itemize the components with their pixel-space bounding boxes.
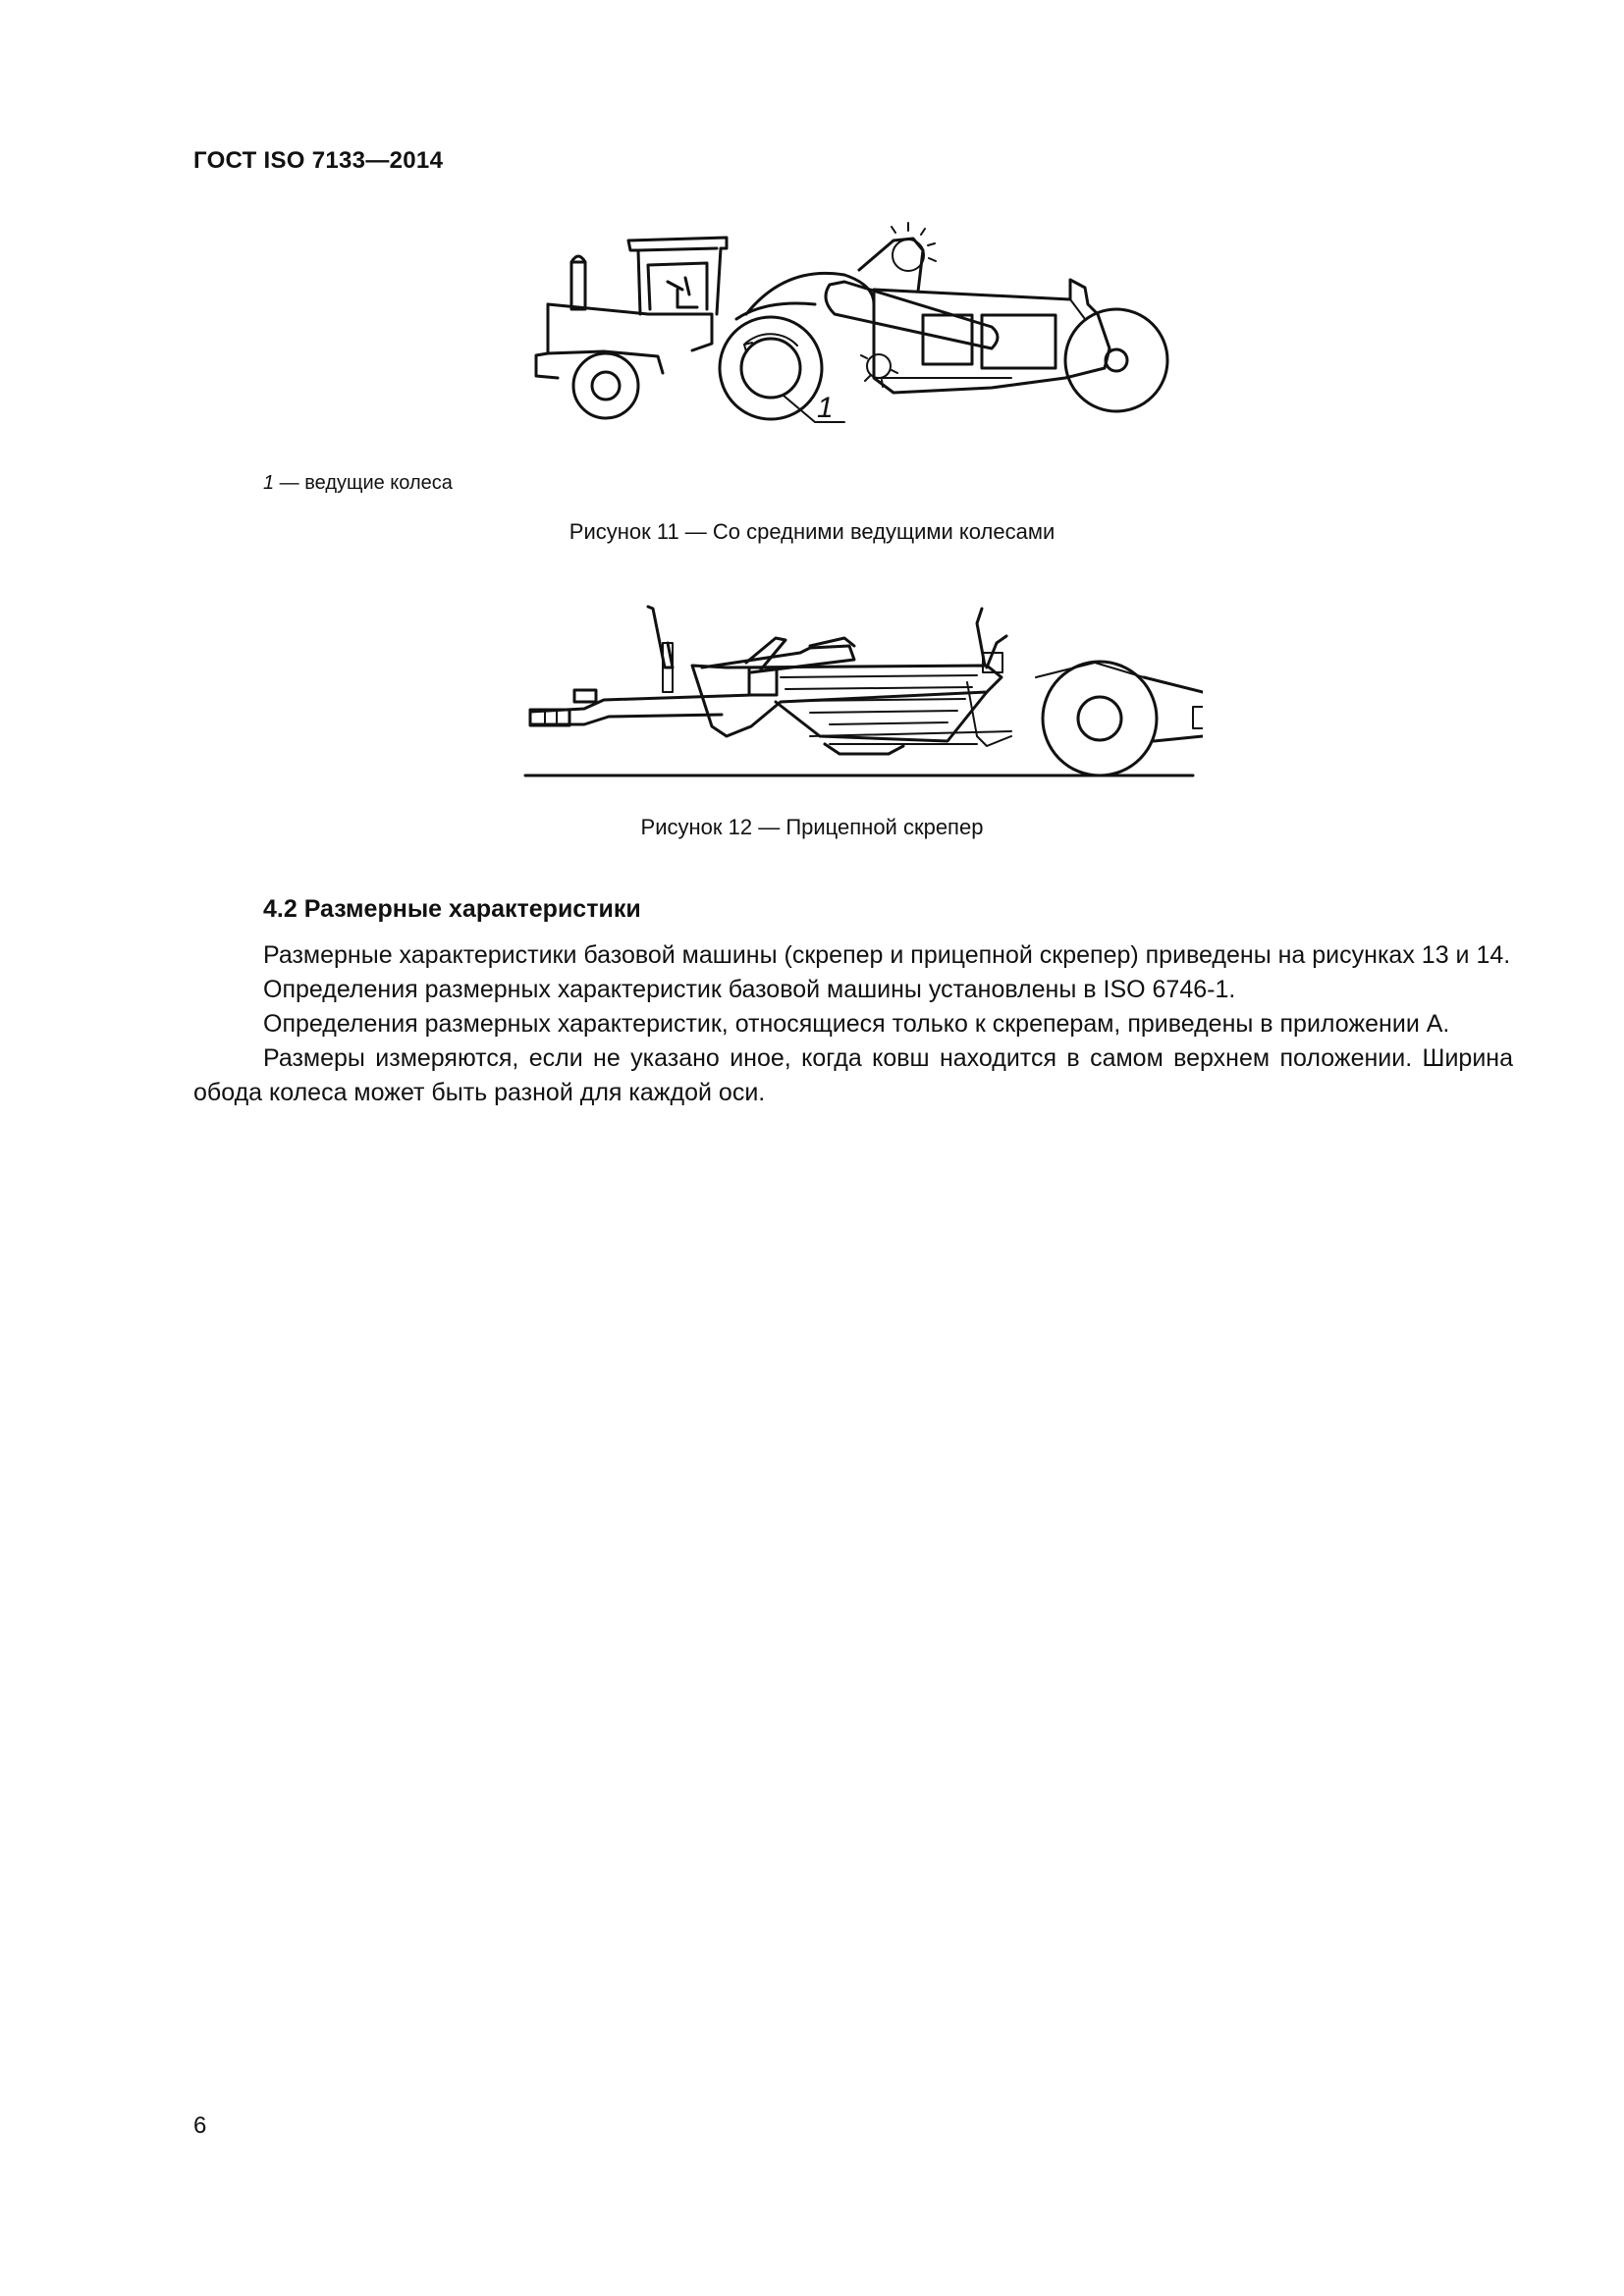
figure-11-legend bbox=[263, 472, 453, 495]
paragraph-3: Определения размерных характеристик, относящиеся только к скреперам, приведены в приложении А. bbox=[263, 1010, 1450, 1038]
legend-text: — ведущие колеса bbox=[274, 472, 453, 494]
page-number: 6 bbox=[193, 2112, 207, 2139]
figure-11-drawing bbox=[520, 221, 1188, 447]
figure-11-caption: Рисунок 11 — Со средними ведущими колесами bbox=[568, 519, 1056, 544]
section-title: 4.2 Размерные характеристики bbox=[263, 895, 641, 923]
legend-number: 1 bbox=[263, 472, 275, 494]
paragraph-4: Размеры измеряются, если не указано иное, когда ковш находится в самом верхнем положении. Ширина обода колеса может быть разной для каждой оси. bbox=[193, 1044, 1513, 1106]
paragraph-2: Определения размерных характеристик базовой машины установлены в ISO 6746-1. bbox=[263, 976, 1236, 1003]
section-body bbox=[193, 938, 1513, 1110]
figure-11-callout: 1 bbox=[817, 392, 834, 424]
figure-12-caption: Рисунок 12 — Прицепной скрепер bbox=[640, 815, 984, 839]
document-header: ГОСТ ISO 7133—2014 bbox=[193, 147, 444, 174]
figure-12-drawing bbox=[515, 599, 1203, 785]
paragraph-1: Размерные характеристики базовой машины (скрепер и прицепной скрепер) приведены на рисунках 13 и 14. bbox=[263, 941, 1511, 969]
